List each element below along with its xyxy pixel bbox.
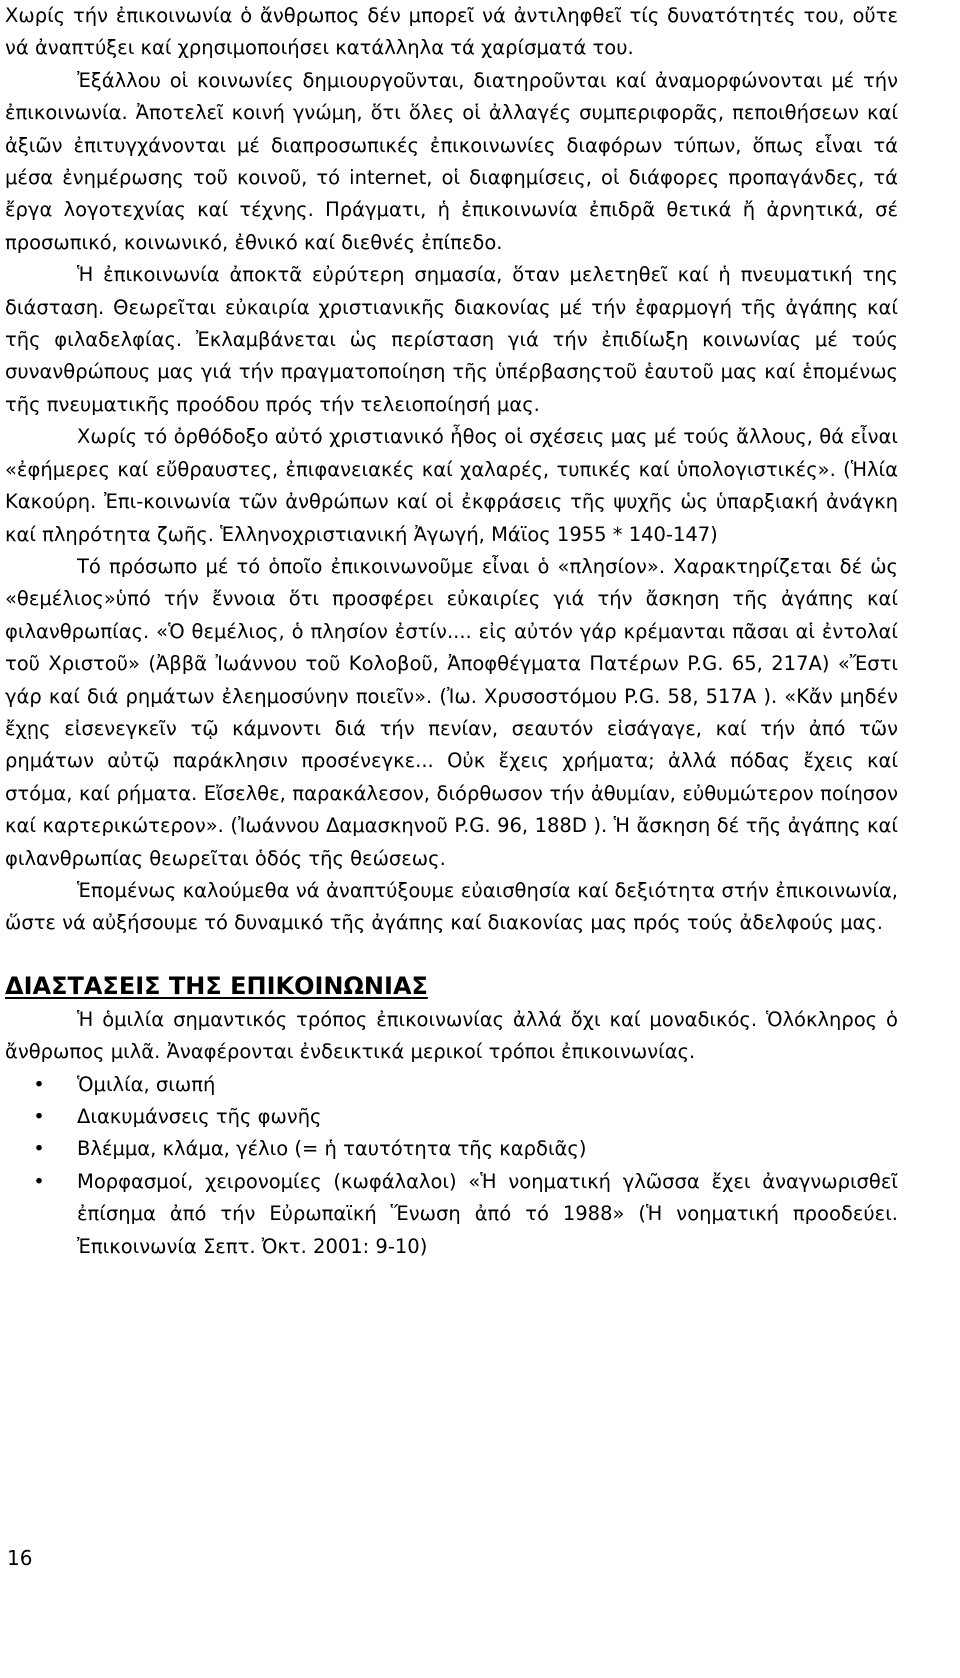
- list-item-text: Ὁμιλία, σιωπή: [77, 1072, 216, 1096]
- bullet-icon: •: [33, 1169, 45, 1193]
- bullet-icon: •: [33, 1072, 45, 1096]
- paragraph-6: Ἑπομένως καλούμεθα νά ἀναπτύξουμε εὐαισθησία καί δεξιότητα στήν ἐπικοινωνία, ὥστε νά αὐξήσουμε τό δυναμικό τῆς ἀγάπης καί διακονίας μας πρός τούς ἀδελφούς μας.: [5, 878, 898, 935]
- paragraph-2: Ἐξάλλου οἱ κοινωνίες δημιουργοῦνται, διατηροῦνται καί ἀναμορφώνονται μέ τήν ἐπικοινωνία. Ἀποτελεῖ κοινή γνώμη, ὅτι ὅλες οἱ ἀλλαγές συμπεριφορᾶς, πεποιθήσεων καί ἀξιῶν ἐπιτυγχάνονται μέ διαπροσωπικές ἐπικοινωνίες διαφόρων τύπων, ὅπως εἶναι τά μέσα ἐνημέρωσης τοῦ κοινοῦ, τό internet, οἱ διαφημίσεις, οἱ διάφορες προπαγάνδες, τά ἔργα λογοτεχνίας καί τέχνης. Πράγματι, ἡ ἐπικοινωνία ἐπιδρᾶ θετικά ἤ ἀρνητικά, σέ προσωπικό, κοινωνικό, ἐθνικό καί διεθνές ἐπίπεδο.: [5, 68, 898, 254]
- section-intro: Ἡ ὁμιλία σημαντικός τρόπος ἐπικοινωνίας ἀλλά ὄχι καί μοναδικός. Ὁλόκληρος ὁ ἄνθρωπος μιλᾶ. Ἀναφέρονται ἐνδεικτικά μερικοί τρόποι ἐπικοινωνίας.: [5, 1007, 898, 1064]
- list-item: [5, 1166, 898, 1263]
- bullet-icon: •: [33, 1105, 45, 1128]
- bullet-icon: •: [33, 1137, 45, 1161]
- list-item-text: Μορφασμοί, χειρονομίες (κωφάλαλοι) «Ἡ νοηματική γλῶσσα ἔχει ἀναγνωρισθεῖ ἐπίσημα ἀπό τήν Εὐρωπαϊκή Ἕνωση ἀπό τό 1988» (Ἡ νοηματική προοδεύει. Ἐπικοινωνία Σεπτ. Ὀκτ. 2001: 9-10): [77, 1169, 898, 1258]
- bullet-list: [5, 1069, 898, 1263]
- section-heading: ΔΙΑΣΤΑΣΕΙΣ ΤΗΣ ΕΠΙΚΟΙΝΩΝΙΑΣ: [5, 971, 428, 1000]
- list-item-text: Διακυμάνσεις τῆς φωνῆς: [77, 1105, 322, 1128]
- list-item: [5, 1133, 898, 1165]
- list-item-text: Βλέμμα, κλάμα, γέλιο (= ἡ ταυτότητα τῆς καρδιᾶς): [77, 1137, 587, 1161]
- list-item: [5, 1101, 898, 1133]
- paragraph-3: Ἡ ἐπικοινωνία ἀποκτᾶ εὐρύτερη σημασία, ὅταν μελετηθεῖ καί ἡ πνευματική της διάσταση. Θεωρεῖται εὐκαιρία χριστιανικῆς διακονίας μέ τήν ἐφαρμογή τῆς ἀγάπης καί τῆς φιλαδελφίας. Ἐκλαμβάνεται ὡς περίσταση γιά τήν ἐπιδίωξη κοινωνίας μέ τούς συνανθρώπους μας γιά τήν πραγματοποίηση τῆς ὑπέρβασηςτοῦ ἑαυτοῦ μας καί ἑπομένως τῆς πνευματικῆς προόδου πρός τήν τελειοποίησή μας.: [5, 263, 898, 416]
- list-item: [5, 1069, 898, 1101]
- page-number: 16: [7, 1546, 33, 1570]
- paragraph-1: Χωρίς τήν ἐπικοινωνία ὁ ἄνθρωπος δέν μπορεῖ νά ἀντιληφθεῖ τίς δυνατότητές του, οὔτε νά ἀναπτύξει καί χρησιμοποιήσει κατάλληλα τά χαρίσματά του.: [5, 4, 898, 60]
- paragraph-4: Χωρίς τό ὀρθόδοξο αὐτό χριστιανικό ἦθος οἱ σχέσεις μας μέ τούς ἄλλους, θά εἶναι «ἐφήμερες καί εὔθραυστες, ἐπιφανειακές καί χαλαρές, τυπικές καί ὑπολογιστικές». (Ἡλία Κακούρη. Ἐπι-κοινωνία τῶν ἀνθρώπων καί οἱ ἐκφράσεις τῆς ψυχῆς ὡς ὑπαρξιακή ἀνάγκη καί πληρότητα ζωῆς. Ἑλληνοχριστιανική Ἀγωγή, Μάϊος 1955 * 140-147): [5, 425, 898, 546]
- paragraph-5: Τό πρόσωπο μέ τό ὁποῖο ἐπικοινωνοῦμε εἶναι ὁ «πλησίον». Χαρακτηρίζεται δέ ὡς «θεμέλιος»ὑπό τήν ἔννοια ὅτι προσφέρει εὐκαιρίες γιά τήν ἄσκηση τῆς ἀγάπης καί φιλανθρωπίας. «Ὁ θεμέλιος, ὁ πλησίον ἐστίν.... εἰς αὐτόν γάρ κρέμανται πᾶσαι αἱ ἐντολαί τοῦ Χριστοῦ» (Ἀββᾶ Ἰωάννου τοῦ Κολοβοῦ, Ἀποφθέγματα Πατέρων P.G. 65, 217A) «Ἔστι γάρ καί διά ρημάτων ἐλεημοσύνην ποιεῖν». (Ἰω. Χρυσοστόμου P.G. 58, 517A ). «Κἄν μηδέν ἔχῃς εἰσενεγκεῖν τῷ κάμνοντι διά τήν πενίαν, σεαυτόν εἰσάγαγε, καί τήν ἀπό τῶν ρημάτων αὐτῷ παράκλησιν προσένεγκε... Οὐκ ἔχεις χρήματα; ἀλλά πόδας ἔχεις καί στόμα, καί ρήματα. Εἴσελθε, παρακάλεσον, διόρθωσον τήν ἀθυμίαν, εὐθυμώτερον ποίησον καί καρτερικώτερον». (Ἰωάννου Δαμασκηνοῦ P.G. 96, 188D ). Ἡ ἄσκηση δέ τῆς ἀγάπης καί φιλανθρωπίας θεωρεῖται ὁδός τῆς θεώσεως.: [5, 554, 898, 870]
- document-page: [5, 0, 898, 1263]
